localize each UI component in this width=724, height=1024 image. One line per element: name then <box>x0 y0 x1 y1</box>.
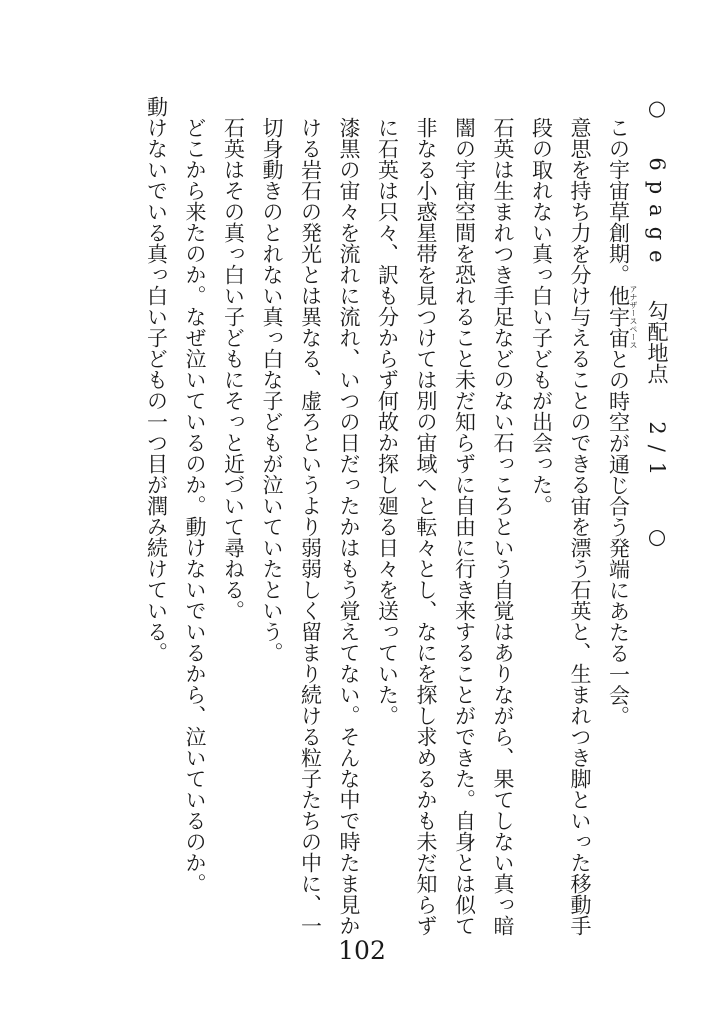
ruby-annotation <box>606 284 638 349</box>
paragraph-1-text: この宇宙草創期。 <box>606 117 631 285</box>
paragraph-1-continued: との時空が通じ合う発端にあたる一会。 <box>606 348 631 727</box>
circle-mark-left: ○ <box>645 96 669 120</box>
paragraph-1 <box>599 96 638 941</box>
paragraph-3: 石英は生まれつき手足などのない石っころという自覚はありながら、果てしない真っ暗闇の宇宙空間を恐れること未だ知らずに自由に行き来することができた。自身とは似て非なる小惑星帯を見つけては別の宙域へと転々とし、なにを探し求めるかも未だ知らずに石英は只々、訳も分からず何故か探し廻る日々を送っていた。 <box>375 117 515 936</box>
paragraph-2: 意思を持ち力を分け与えることのできる宙を漂う石英と、生まれつき脚といった移動手段の取れない真っ白い子どもが出会った。 <box>529 117 592 936</box>
ruby-reading: アナザースペース <box>629 284 638 349</box>
section-label: 6page <box>645 157 669 273</box>
ruby-base: 他宇宙 <box>606 284 631 349</box>
vertical-text-block <box>137 96 676 941</box>
chapter-header <box>638 96 677 941</box>
paragraph-6: どこから来たのか。なぜ泣いているのか。動けないでいるから、泣いているのか。 <box>183 117 207 894</box>
paragraph-5: 石英はその真っ白い子どもにそっと近づいて尋ねる。 <box>221 117 246 621</box>
circle-mark-right: ○ <box>645 524 669 549</box>
page-number: 102 <box>338 936 386 965</box>
chapter-title: 勾配地点 <box>645 299 669 384</box>
paragraph-4: 漆黒の宙々を流れに流れ、いつの日だったかはもう覚えてない。そんな中で時たま見かける岩石の発光とは異なる、虚ろというより弱弱しく留まり続ける粒子たちの中に、一切身動きのとれない真っ白な子どもが泣いていたという。 <box>260 117 361 936</box>
paragraph-7: 動けないでいる真っ白い子どもの一つ目が潤み続けている。 <box>144 96 169 663</box>
part-label: 2/1 <box>645 421 669 486</box>
